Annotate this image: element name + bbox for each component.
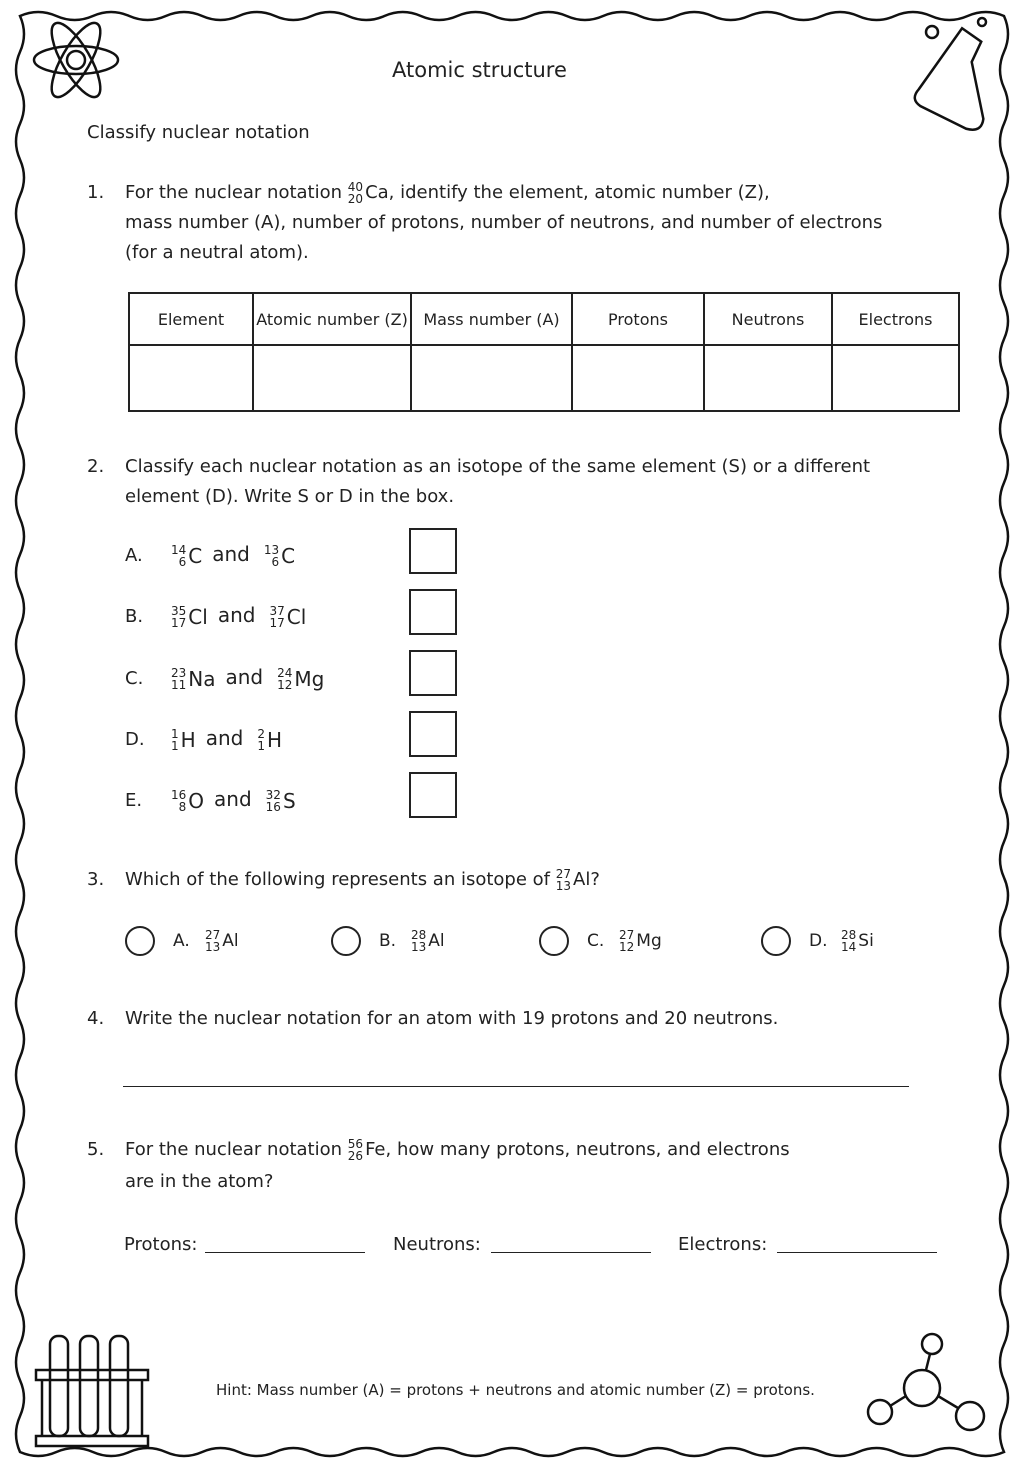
q3-option[interactable] [173,926,239,956]
q2-item-label: B. [125,606,144,627]
q2-item-left-notation: 35 17 Cl [171,604,208,630]
q3-option-radio[interactable] [331,926,361,956]
q3-option[interactable] [587,926,662,956]
q2-line2: element (D). Write S or D in the box. [125,486,455,507]
q3-option-notation: 28 13 Al [411,928,445,954]
q3-option[interactable] [809,926,874,956]
q2-answer-box[interactable] [409,650,457,696]
answer-cell-neutrons[interactable] [704,345,832,411]
q2-item [125,539,295,571]
q1-line2: mass number (A), number of protons, number of neutrons, and number of electrons [125,212,883,233]
molecule-icon [860,1326,1000,1446]
table-header: Electrons [832,293,959,345]
q2-item-and: and [225,665,264,689]
q2-answer-box[interactable] [409,528,457,574]
q2-item [125,662,324,694]
q2-item [125,600,306,632]
q3-notation: 27 13 Al [555,867,591,893]
q3-option-notation: 27 13 Al [205,928,239,954]
q3-option-radio[interactable] [539,926,569,956]
electrons-answer-line[interactable] [777,1252,937,1253]
q5-line1 [125,1135,790,1165]
answer-cell-element[interactable] [129,345,253,411]
q2-item [125,723,282,755]
table-header: Mass number (A) [411,293,572,345]
table-header: Element [129,293,253,345]
q2-item-left-notation: 14 6 C [171,543,203,569]
q2-answer-box[interactable] [409,711,457,757]
q5-text-after: , how many protons, neutrons, and electrons [385,1139,790,1160]
protons-answer-line[interactable] [205,1252,365,1253]
q3-text: Which of the following represents an isotope of [125,869,551,890]
q2-item-label: C. [125,668,144,689]
protons-label: Protons: [124,1234,198,1255]
q3-number: 3. [87,869,105,890]
q3-option-label: B. [379,931,397,951]
q4-answer-line[interactable] [123,1086,909,1087]
q4-text: Write the nuclear notation for an atom with 19 protons and 20 neutrons. [125,1008,779,1029]
q3-option[interactable] [379,926,445,956]
section-subtitle: Classify nuclear notation [87,122,310,143]
table-header: Neutrons [704,293,832,345]
q5-line2: are in the atom? [125,1171,274,1192]
table-row [129,345,959,411]
q1-notation: 40 20 Ca [347,180,389,206]
q5-notation: 56 26 Fe [347,1137,386,1163]
q1-answer-table [128,292,960,412]
table-header: Protons [572,293,704,345]
q3-qmark: ? [590,869,600,890]
q2-item-left-notation: 16 8 O [171,788,205,814]
answer-cell-protons[interactable] [572,345,704,411]
q3-option-label: C. [587,931,605,951]
q2-item-right-notation: 13 6 C [263,543,296,569]
table-header-row [129,293,959,345]
q2-item-label: A. [125,545,143,566]
q2-item-right-notation: 24 12 Mg [277,666,325,692]
q3-option-radio[interactable] [761,926,791,956]
q5-number: 5. [87,1139,105,1160]
q2-line1: Classify each nuclear notation as an isotope of the same element (S) or a different [125,456,871,477]
q5-text-before: For the nuclear notation [125,1139,343,1160]
q2-item-right-notation: 37 17 Cl [269,604,307,630]
q2-item-label: D. [125,729,145,750]
q2-item-left-notation: 23 11 Na [171,666,216,692]
q1-text-before: For the nuclear notation [125,182,343,203]
answer-cell-atomic-number[interactable] [253,345,411,411]
q3-option-notation: 28 14 Si [841,928,874,954]
q3-option-notation: 27 12 Mg [619,928,662,954]
q3-question [125,865,600,895]
q2-item-and: and [217,603,256,627]
neutrons-label: Neutrons: [393,1234,481,1255]
flask-icon [910,14,1000,132]
hint-text: Hint: Mass number (A) = protons + neutrons and atomic number (Z) = protons. [216,1381,815,1399]
table-header: Atomic number (Z) [253,293,411,345]
q3-option-label: A. [173,931,190,951]
electrons-label: Electrons: [678,1234,768,1255]
q2-item [125,784,296,816]
q2-item-label: E. [125,790,143,811]
q2-answer-box[interactable] [409,589,457,635]
neutrons-answer-line[interactable] [491,1252,651,1253]
q1-number: 1. [87,182,105,203]
page-title: Atomic structure [392,58,567,82]
q2-number: 2. [87,456,105,477]
q2-item-right-notation: 2 1 H [257,727,283,753]
q3-option-label: D. [809,931,828,951]
test-tubes-icon [30,1330,160,1456]
q1-line3: (for a neutral atom). [125,242,309,263]
q3-option-radio[interactable] [125,926,155,956]
answer-cell-electrons[interactable] [832,345,959,411]
q2-item-and: and [212,542,250,566]
q2-item-and: and [205,726,244,750]
atom-icon [28,12,124,108]
q2-item-left-notation: 1 1 H [171,727,196,753]
q1-line1 [125,178,770,208]
q4-number: 4. [87,1008,105,1029]
q2-item-right-notation: 32 16 S [265,788,296,814]
q2-item-and: and [214,787,252,811]
q2-answer-box[interactable] [409,772,457,818]
q1-text-after: , identify the element, atomic number (Z), [388,182,770,203]
answer-cell-mass-number[interactable] [411,345,572,411]
